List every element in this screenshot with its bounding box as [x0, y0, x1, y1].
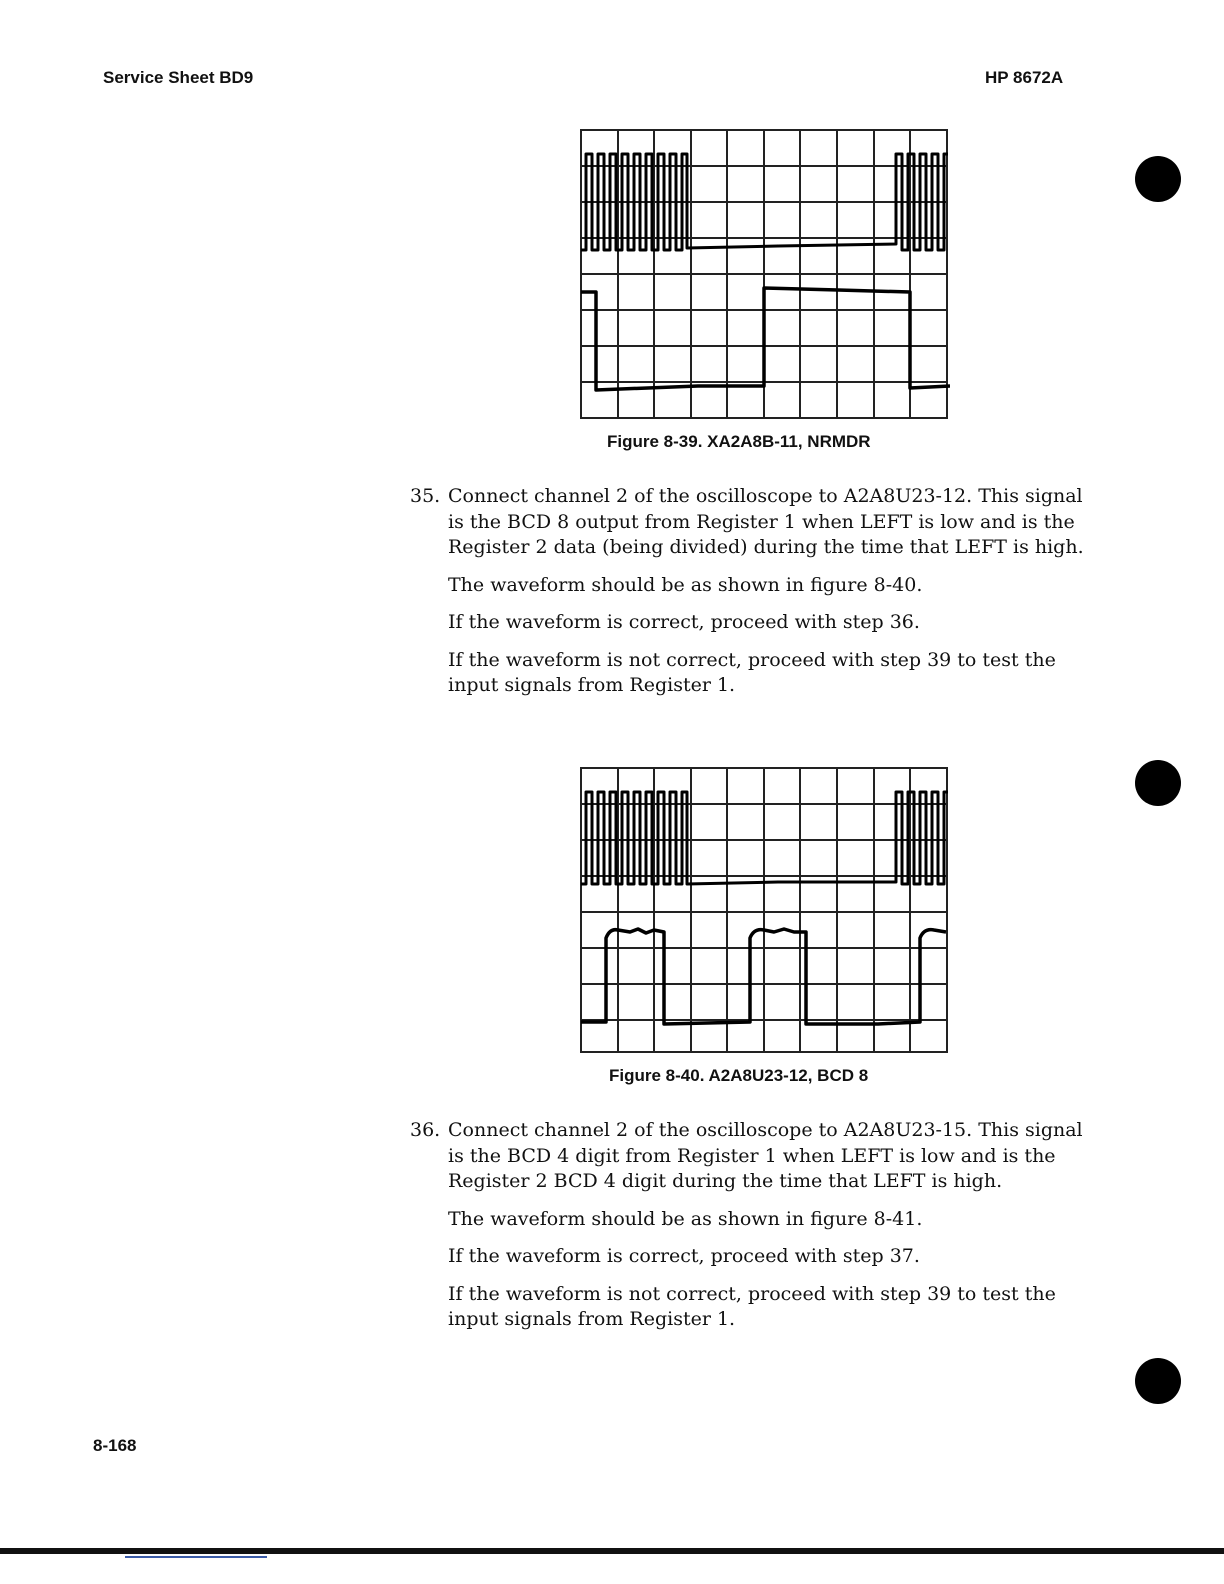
step-pass-branch: If the waveform is correct, proceed with step 37. [448, 1245, 920, 1267]
step-instruction: Connect channel 2 of the oscilloscope to A2A8U23-15. This signal is the BCD 4 digit from Register 1 when LEFT is low and is the Register 2 BCD 4 digit during the time that LEFT is high. [448, 1119, 1083, 1192]
bottom-rule-accent [125, 1556, 267, 1558]
trace-nrmdr [581, 288, 950, 390]
running-header-title: Service Sheet BD9 [103, 68, 254, 87]
figure-caption: Figure 8-39. XA2A8B-11, NRMDR [607, 432, 871, 451]
step-expected-result: The waveform should be as shown in figure 8-41. [448, 1207, 923, 1230]
oscilloscope-figure-8-40 [578, 766, 950, 1058]
step-pass-branch: If the waveform is correct, proceed with step 36. [448, 611, 920, 633]
figure-caption: Figure 8-40. A2A8U23-12, BCD 8 [609, 1066, 869, 1085]
binder-hole-icon [1135, 760, 1181, 806]
procedure-step [410, 1118, 1090, 1345]
graticule-grid [581, 768, 947, 1052]
procedure-step [410, 484, 1090, 711]
step-fail-branch: If the waveform is not correct, proceed with step 39 to test the input signals from Register 1. [448, 648, 1056, 696]
binder-hole-icon [1135, 156, 1181, 202]
binder-hole-icon [1135, 1358, 1181, 1404]
step-instruction: Connect channel 2 of the oscilloscope to A2A8U23-12. This signal is the BCD 8 output from Register 1 when LEFT is low and is the Register 2 data (being divided) during the time that LEFT is high. [448, 485, 1084, 558]
step-number: 36. [410, 1119, 441, 1141]
page-number: 8-168 [93, 1436, 137, 1455]
step-expected-result: The waveform should be as shown in figure 8-40. [448, 573, 923, 596]
running-header-model: HP 8672A [985, 68, 1064, 87]
step-number: 35. [410, 485, 441, 507]
oscilloscope-figure-8-39 [578, 128, 950, 420]
step-fail-branch: If the waveform is not correct, proceed with step 39 to test the input signals from Register 1. [448, 1282, 1056, 1330]
bottom-rule [0, 1548, 1224, 1554]
